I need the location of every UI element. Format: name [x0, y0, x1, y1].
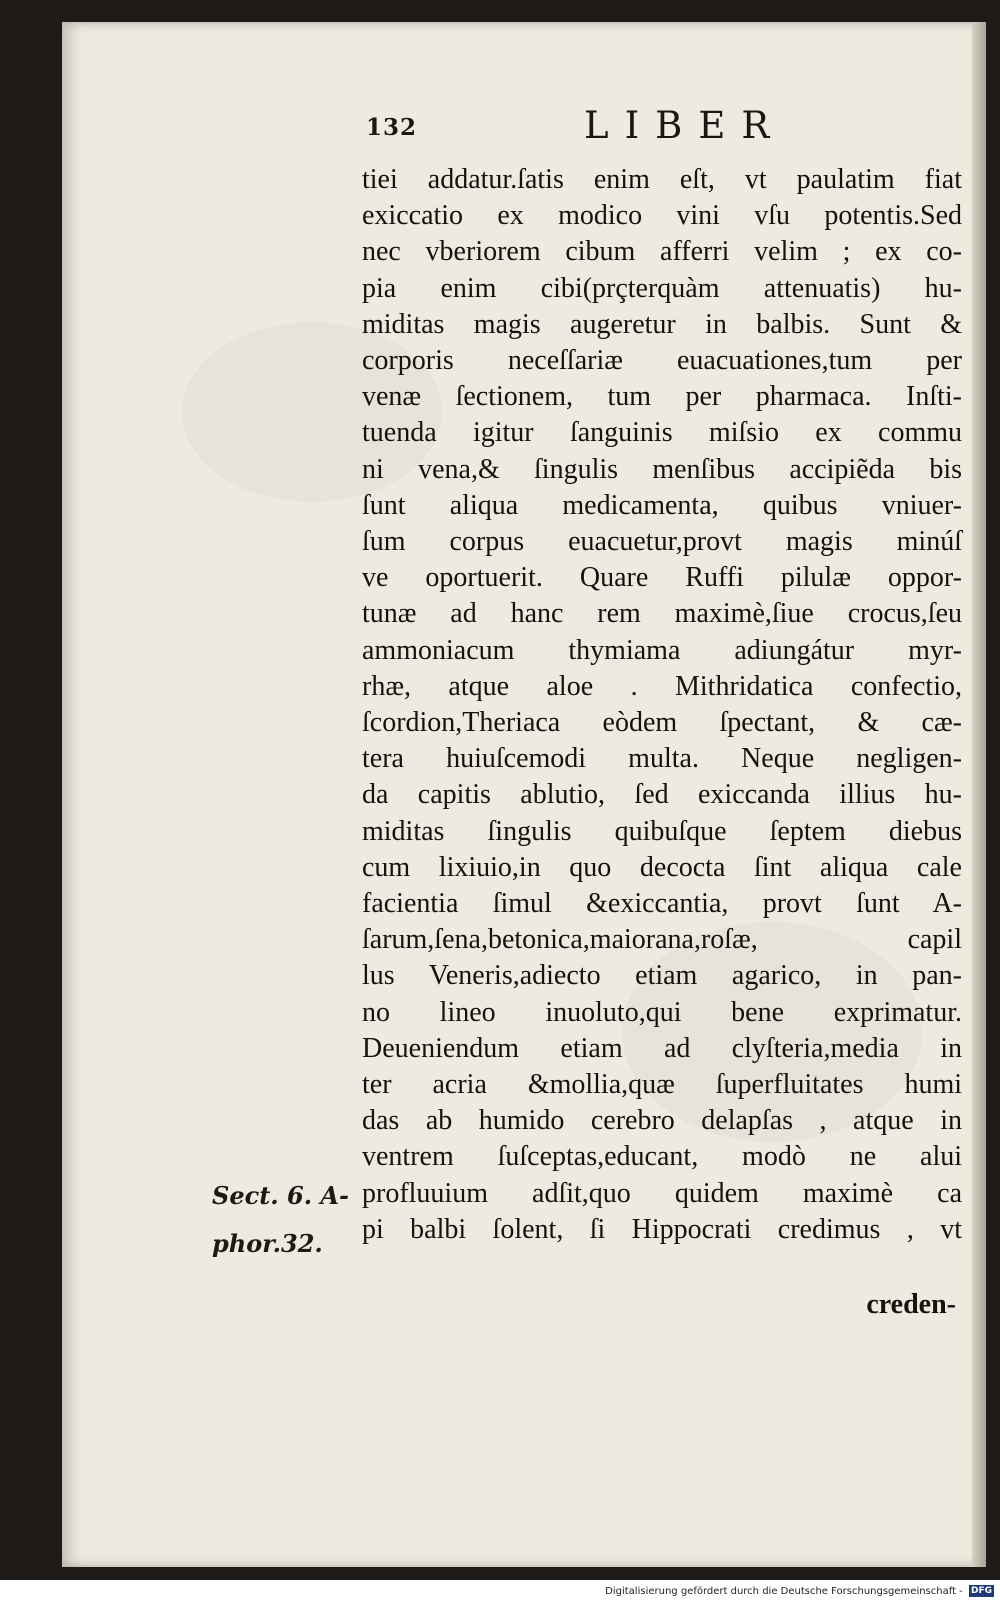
text-line: rhæ, atque aloe . Mithridatica confectio,	[362, 670, 962, 702]
credit-text: Digitalisierung gefördert durch die Deutsche Forschungsgemeinschaft -	[605, 1586, 963, 1597]
page-edge	[972, 22, 986, 1567]
text-line: da capitis ablutio, ſed exiccanda illius hu-	[362, 779, 962, 811]
text-line: exiccatio ex modico vini vſu potentis.Sed	[362, 200, 962, 232]
text-line: miditas magis augeretur in balbis. Sunt &	[362, 308, 962, 340]
text-line: ſarum,ſena,betonica,maiorana,roſæ, capil	[362, 924, 962, 956]
text-line: tuenda igitur ſanguinis miſsio ex commu	[362, 417, 962, 449]
text-line: profluuium adſit,quo quidem maximè ca	[362, 1177, 962, 1209]
text-line: ventrem ſuſceptas,educant, modò ne alui	[362, 1141, 962, 1173]
text-line: corporis neceſſariæ euacuationes,tum per	[362, 345, 962, 377]
text-line: pia enim cibi(prçterquàm attenuatis) hu-	[362, 272, 962, 304]
text-line: venæ ſectionem, tum per pharmaca. Inſti-	[362, 381, 962, 413]
text-line: tunæ ad hanc rem maximè,ſiue crocus,ſeu	[362, 598, 962, 630]
marginal-note-line: phor.32.	[212, 1229, 323, 1258]
dfg-logo: DFG	[970, 1586, 992, 1596]
page-number: 132	[366, 114, 418, 141]
catchword: creden-	[866, 1289, 956, 1320]
text-line: miditas ſingulis quibuſque ſeptem diebus	[362, 815, 962, 847]
text-line: tiei addatur.ſatis enim eſt, vt paulatim fiat	[362, 164, 962, 195]
text-line: ni vena,& ſingulis menſibus accipiẽda bis	[362, 453, 962, 485]
text-line: ve oportuerit. Quare Ruffi pilulæ oppor-	[362, 562, 962, 594]
text-line: tera huiuſcemodi multa. Neque negligen-	[362, 743, 962, 775]
text-line: nec vberiorem cibum afferri velim ; ex co-	[362, 236, 962, 268]
text-line: pi balbi ſolent, ſi Hippocrati credimus , vt	[362, 1213, 962, 1245]
marginal-note	[212, 1172, 352, 1268]
book-page	[62, 22, 986, 1567]
running-head: LIBER	[584, 104, 786, 147]
text-line: ſum corpus euacuetur,provt magis minúſ	[362, 526, 962, 558]
text-line: lus Veneris,adiecto etiam agarico, in pan-	[362, 960, 962, 992]
page-header	[366, 104, 946, 148]
text-line: ammoniacum thymiama adiungátur myr-	[362, 634, 962, 666]
main-text-block	[362, 162, 962, 1248]
text-line: ſcordion,Theriaca eòdem ſpectant, & cæ-	[362, 707, 962, 739]
digitization-credit	[605, 1585, 994, 1597]
text-line: ſunt aliqua medicamenta, quibus vniuer-	[362, 489, 962, 521]
text-line: no lineo inuoluto,qui bene exprimatur.	[362, 996, 962, 1028]
text-line: facientia ſimul &exiccantia, provt ſunt A-	[362, 888, 962, 920]
text-line: das ab humido cerebro delapſas , atque in	[362, 1105, 962, 1137]
text-line: Deueniendum etiam ad clyſteria,media in	[362, 1032, 962, 1064]
text-line: cum lixiuio,in quo decocta ſint aliqua cale	[362, 851, 962, 883]
marginal-note-line: Sect. 6. A-	[212, 1181, 350, 1210]
text-line: ter acria &mollia,quæ ſuperfluitates humi	[362, 1069, 962, 1101]
